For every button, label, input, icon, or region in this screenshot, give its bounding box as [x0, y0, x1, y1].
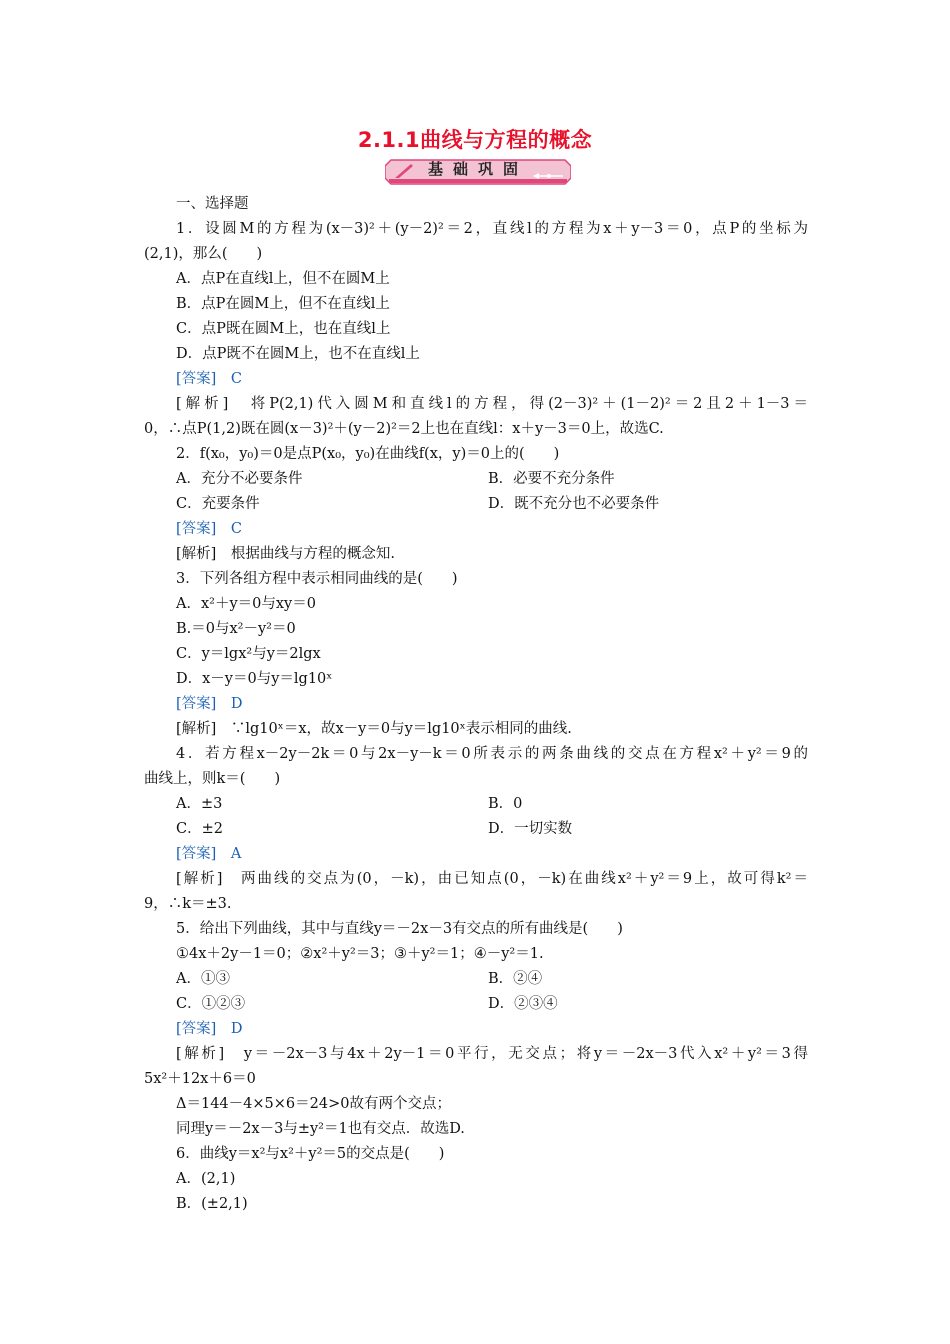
- q5-option-c: C．①②③: [176, 996, 246, 1012]
- q2-stem: 2．f(x₀，y₀)＝0是点P(x₀，y₀)在曲线f(x，y)＝0上的( ): [176, 446, 560, 462]
- q1-option-c: C．点P既在圆M上，也在直线l上: [176, 321, 391, 337]
- q1-stem: 1．设圆M的方程为(x－3)²＋(y－2)²＝2，直线l的方程为x＋y－3＝0，点P的坐标为: [176, 221, 808, 237]
- section-heading: 一、选择题: [176, 196, 249, 212]
- q4-option-c: C．±2: [176, 821, 223, 837]
- q4-stem-cont: 曲线上，则k＝( ): [144, 771, 281, 787]
- q4-explanation-cont: 9，∴k＝±3.: [144, 896, 232, 912]
- q1-option-a: A．点P在直线l上，但不在圆M上: [176, 271, 390, 287]
- q5-stem: 5．给出下列曲线，其中与直线y＝－2x－3有交点的所有曲线是( ): [176, 921, 623, 937]
- q1-option-b: B．点P在圆M上，但不在直线l上: [176, 296, 390, 312]
- q5-option-b: B．②④: [488, 971, 543, 987]
- q2-option-a: A．充分不必要条件: [176, 471, 303, 487]
- q6-option-a: A．(2,1): [176, 1171, 236, 1187]
- q5-explanation: [解析] y＝－2x－3与4x＋2y－1＝0平行，无交点；将y＝－2x－3代入x²＋y²＝3得: [176, 1046, 808, 1062]
- q4-option-a: A．±3: [176, 796, 223, 812]
- q3-stem: 3．下列各组方程中表示相同曲线的是( ): [176, 571, 458, 587]
- q5-option-a: A．①③: [176, 971, 230, 987]
- section-banner-label: 基础巩固: [427, 160, 528, 178]
- q3-option-a: A．x²＋y＝0与xy＝0: [176, 596, 316, 612]
- page-title: 2.1.1曲线与方程的概念: [357, 128, 593, 152]
- q3-option-c: C．y＝lgx²与y＝2lgx: [176, 646, 321, 662]
- q5-option-d: D．②③④: [488, 996, 558, 1012]
- q5-answer: [答案] D: [176, 1021, 243, 1037]
- q1-option-d: D．点P既不在圆M上，也不在直线l上: [176, 346, 420, 362]
- q4-stem: 4．若方程x－2y－2k＝0与2x－y－k＝0所表示的两条曲线的交点在方程x²＋y²＝9的: [176, 746, 808, 762]
- q4-explanation: [解析] 两曲线的交点为(0，－k)，由已知点(0，－k)在曲线x²＋y²＝9上，故可得k²＝: [176, 871, 808, 887]
- q3-explanation: [解析] ∵lg10ˣ＝x，故x－y＝0与y＝lg10ˣ表示相同的曲线.: [176, 721, 572, 737]
- q6-stem: 6．曲线y＝x²与x²＋y²＝5的交点是( ): [176, 1146, 445, 1162]
- q4-option-b: B．0: [488, 796, 523, 812]
- q3-option-d: D．x－y＝0与y＝lg10ˣ: [176, 671, 333, 687]
- q2-option-c: C．充要条件: [176, 496, 260, 512]
- q3-answer: [答案] D: [176, 696, 243, 712]
- q2-option-b: B．必要不充分条件: [488, 471, 615, 487]
- q4-answer: [答案] A: [176, 846, 242, 862]
- q5-curves: ①4x＋2y－1＝0；②x²＋y²＝3；③＋y²＝1；④－y²＝1.: [176, 946, 544, 962]
- q1-explanation-cont: 0，∴点P(1,2)既在圆(x－3)²＋(y－2)²＝2上也在直线l：x＋y－3＝0上，故选C.: [144, 421, 664, 437]
- q2-explanation: [解析] 根据曲线与方程的概念知.: [176, 546, 395, 562]
- q4-option-d: D．一切实数: [488, 821, 573, 837]
- q3-option-b: B.＝0与x²－y²＝0: [176, 621, 296, 637]
- q2-option-d: D．既不充分也不必要条件: [488, 496, 660, 512]
- q2-answer: [答案] C: [176, 521, 242, 537]
- q1-answer: [答案] C: [176, 371, 242, 387]
- q5-explanation-delta: Δ＝144－4×5×6＝24>0故有两个交点；: [176, 1096, 451, 1112]
- q1-stem-cont: (2,1)，那么( ): [144, 246, 263, 262]
- q5-explanation-cont: 5x²＋12x＋6＝0: [144, 1071, 256, 1087]
- q5-explanation-end: 同理y＝－2x－3与±y²＝1也有交点．故选D.: [176, 1121, 465, 1137]
- q1-explanation: [解析] 将P(2,1)代入圆M和直线l的方程，得(2－3)²＋(1－2)²＝2且2＋1－3＝: [176, 396, 808, 412]
- q6-option-b: B．(±2,1): [176, 1196, 248, 1212]
